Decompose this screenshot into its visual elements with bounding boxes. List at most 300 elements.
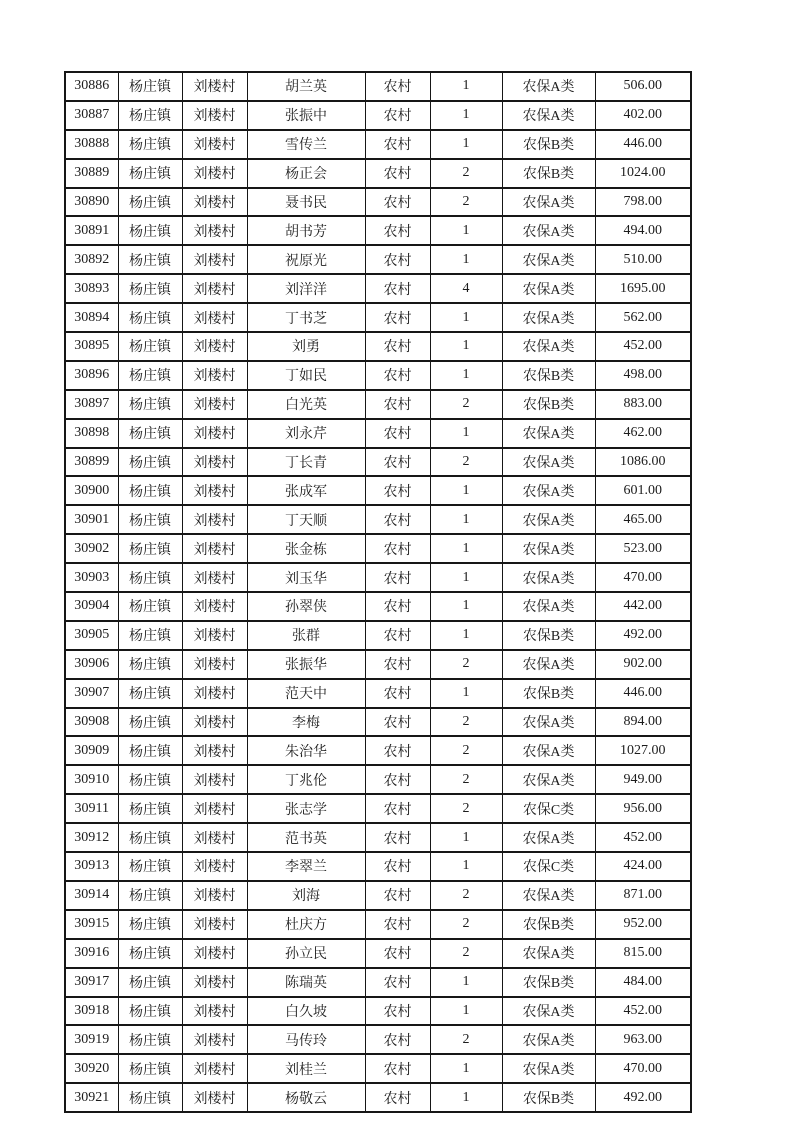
cell-residence-type: 农村 <box>365 1083 430 1112</box>
cell-insurance-class: 农保A类 <box>502 1054 595 1083</box>
cell-record-id: 30921 <box>65 1083 118 1112</box>
table-row <box>65 997 691 1026</box>
table-row <box>65 72 691 101</box>
cell-person-name: 祝原光 <box>247 245 365 274</box>
cell-insurance-class: 农保B类 <box>502 679 595 708</box>
cell-record-id: 30890 <box>65 188 118 217</box>
cell-amount: 798.00 <box>595 188 691 217</box>
table-row <box>65 361 691 390</box>
cell-residence-type: 农村 <box>365 505 430 534</box>
cell-person-name: 刘永芹 <box>247 419 365 448</box>
cell-record-id: 30900 <box>65 476 118 505</box>
table-row <box>65 1054 691 1083</box>
cell-person-count: 1 <box>430 419 502 448</box>
cell-amount: 1027.00 <box>595 736 691 765</box>
cell-insurance-class: 农保C类 <box>502 794 595 823</box>
cell-person-name: 刘洋洋 <box>247 274 365 303</box>
cell-amount: 470.00 <box>595 1054 691 1083</box>
cell-insurance-class: 农保A类 <box>502 939 595 968</box>
cell-person-name: 李梅 <box>247 708 365 737</box>
cell-residence-type: 农村 <box>365 1054 430 1083</box>
cell-village: 刘楼村 <box>182 881 247 910</box>
cell-insurance-class: 农保A类 <box>502 332 595 361</box>
cell-town: 杨庄镇 <box>118 1054 182 1083</box>
cell-person-name: 张金栋 <box>247 534 365 563</box>
cell-amount: 1024.00 <box>595 159 691 188</box>
cell-village: 刘楼村 <box>182 101 247 130</box>
cell-record-id: 30919 <box>65 1025 118 1054</box>
cell-person-count: 2 <box>430 188 502 217</box>
cell-insurance-class: 农保B类 <box>502 390 595 419</box>
cell-insurance-class: 农保B类 <box>502 159 595 188</box>
table-row <box>65 650 691 679</box>
cell-person-count: 1 <box>430 621 502 650</box>
cell-person-name: 丁如民 <box>247 361 365 390</box>
cell-insurance-class: 农保B类 <box>502 361 595 390</box>
cell-residence-type: 农村 <box>365 823 430 852</box>
cell-record-id: 30895 <box>65 332 118 361</box>
cell-residence-type: 农村 <box>365 534 430 563</box>
cell-village: 刘楼村 <box>182 679 247 708</box>
cell-insurance-class: 农保A类 <box>502 765 595 794</box>
cell-person-count: 1 <box>430 130 502 159</box>
cell-person-name: 杜庆方 <box>247 910 365 939</box>
table-row <box>65 881 691 910</box>
cell-person-count: 1 <box>430 997 502 1026</box>
cell-village: 刘楼村 <box>182 274 247 303</box>
cell-town: 杨庄镇 <box>118 419 182 448</box>
cell-village: 刘楼村 <box>182 736 247 765</box>
cell-person-name: 刘玉华 <box>247 563 365 592</box>
cell-insurance-class: 农保A类 <box>502 823 595 852</box>
cell-record-id: 30911 <box>65 794 118 823</box>
cell-person-count: 2 <box>430 765 502 794</box>
cell-town: 杨庄镇 <box>118 332 182 361</box>
cell-insurance-class: 农保A类 <box>502 1025 595 1054</box>
cell-amount: 492.00 <box>595 621 691 650</box>
table-row <box>65 419 691 448</box>
table-row <box>65 188 691 217</box>
cell-residence-type: 农村 <box>365 101 430 130</box>
cell-village: 刘楼村 <box>182 534 247 563</box>
cell-amount: 484.00 <box>595 968 691 997</box>
cell-town: 杨庄镇 <box>118 274 182 303</box>
cell-residence-type: 农村 <box>365 245 430 274</box>
cell-person-count: 1 <box>430 245 502 274</box>
cell-residence-type: 农村 <box>365 130 430 159</box>
cell-person-count: 1 <box>430 1083 502 1112</box>
cell-residence-type: 农村 <box>365 72 430 101</box>
cell-person-name: 丁长青 <box>247 448 365 477</box>
cell-person-name: 孙立民 <box>247 939 365 968</box>
cell-village: 刘楼村 <box>182 419 247 448</box>
cell-town: 杨庄镇 <box>118 216 182 245</box>
cell-residence-type: 农村 <box>365 448 430 477</box>
cell-town: 杨庄镇 <box>118 823 182 852</box>
cell-person-count: 1 <box>430 505 502 534</box>
cell-village: 刘楼村 <box>182 216 247 245</box>
table-row <box>65 621 691 650</box>
cell-person-count: 2 <box>430 1025 502 1054</box>
cell-town: 杨庄镇 <box>118 563 182 592</box>
cell-village: 刘楼村 <box>182 708 247 737</box>
cell-insurance-class: 农保A类 <box>502 101 595 130</box>
cell-village: 刘楼村 <box>182 188 247 217</box>
cell-village: 刘楼村 <box>182 997 247 1026</box>
cell-person-count: 1 <box>430 823 502 852</box>
table-row <box>65 216 691 245</box>
cell-town: 杨庄镇 <box>118 101 182 130</box>
cell-insurance-class: 农保A类 <box>502 274 595 303</box>
cell-insurance-class: 农保C类 <box>502 852 595 881</box>
cell-amount: 465.00 <box>595 505 691 534</box>
cell-record-id: 30889 <box>65 159 118 188</box>
cell-person-count: 1 <box>430 101 502 130</box>
cell-residence-type: 农村 <box>365 1025 430 1054</box>
table-row <box>65 736 691 765</box>
cell-record-id: 30886 <box>65 72 118 101</box>
cell-town: 杨庄镇 <box>118 794 182 823</box>
table-row <box>65 852 691 881</box>
cell-person-count: 1 <box>430 679 502 708</box>
cell-amount: 424.00 <box>595 852 691 881</box>
table-row <box>65 534 691 563</box>
cell-person-count: 1 <box>430 852 502 881</box>
cell-record-id: 30887 <box>65 101 118 130</box>
cell-town: 杨庄镇 <box>118 939 182 968</box>
table-row <box>65 765 691 794</box>
cell-person-count: 1 <box>430 361 502 390</box>
cell-person-name: 杨敬云 <box>247 1083 365 1112</box>
cell-amount: 1695.00 <box>595 274 691 303</box>
cell-amount: 446.00 <box>595 679 691 708</box>
cell-village: 刘楼村 <box>182 448 247 477</box>
cell-person-count: 1 <box>430 534 502 563</box>
cell-amount: 402.00 <box>595 101 691 130</box>
cell-residence-type: 农村 <box>365 910 430 939</box>
cell-insurance-class: 农保B类 <box>502 1083 595 1112</box>
table-row <box>65 101 691 130</box>
cell-village: 刘楼村 <box>182 245 247 274</box>
cell-residence-type: 农村 <box>365 419 430 448</box>
cell-record-id: 30909 <box>65 736 118 765</box>
cell-village: 刘楼村 <box>182 303 247 332</box>
cell-town: 杨庄镇 <box>118 852 182 881</box>
cell-insurance-class: 农保A类 <box>502 216 595 245</box>
cell-residence-type: 农村 <box>365 852 430 881</box>
cell-record-id: 30910 <box>65 765 118 794</box>
cell-person-name: 白久坡 <box>247 997 365 1026</box>
table-row <box>65 245 691 274</box>
cell-village: 刘楼村 <box>182 72 247 101</box>
cell-amount: 902.00 <box>595 650 691 679</box>
cell-town: 杨庄镇 <box>118 390 182 419</box>
cell-person-name: 丁天顺 <box>247 505 365 534</box>
cell-insurance-class: 农保A类 <box>502 505 595 534</box>
cell-person-name: 刘桂兰 <box>247 1054 365 1083</box>
cell-village: 刘楼村 <box>182 361 247 390</box>
table-row <box>65 159 691 188</box>
cell-town: 杨庄镇 <box>118 621 182 650</box>
cell-insurance-class: 农保A类 <box>502 245 595 274</box>
cell-town: 杨庄镇 <box>118 910 182 939</box>
cell-record-id: 30898 <box>65 419 118 448</box>
cell-amount: 494.00 <box>595 216 691 245</box>
cell-person-name: 陈瑞英 <box>247 968 365 997</box>
cell-amount: 956.00 <box>595 794 691 823</box>
cell-village: 刘楼村 <box>182 332 247 361</box>
table-row <box>65 274 691 303</box>
cell-town: 杨庄镇 <box>118 765 182 794</box>
cell-insurance-class: 农保A类 <box>502 188 595 217</box>
cell-residence-type: 农村 <box>365 303 430 332</box>
table-row <box>65 910 691 939</box>
cell-town: 杨庄镇 <box>118 997 182 1026</box>
cell-record-id: 30914 <box>65 881 118 910</box>
cell-village: 刘楼村 <box>182 505 247 534</box>
cell-residence-type: 农村 <box>365 736 430 765</box>
cell-record-id: 30905 <box>65 621 118 650</box>
table-row <box>65 303 691 332</box>
cell-town: 杨庄镇 <box>118 1083 182 1112</box>
cell-person-name: 白光英 <box>247 390 365 419</box>
cell-town: 杨庄镇 <box>118 736 182 765</box>
cell-record-id: 30920 <box>65 1054 118 1083</box>
table-row <box>65 390 691 419</box>
cell-town: 杨庄镇 <box>118 1025 182 1054</box>
cell-residence-type: 农村 <box>365 332 430 361</box>
cell-town: 杨庄镇 <box>118 361 182 390</box>
cell-town: 杨庄镇 <box>118 130 182 159</box>
cell-amount: 452.00 <box>595 823 691 852</box>
cell-insurance-class: 农保A类 <box>502 534 595 563</box>
cell-residence-type: 农村 <box>365 794 430 823</box>
cell-amount: 562.00 <box>595 303 691 332</box>
cell-town: 杨庄镇 <box>118 72 182 101</box>
table-row <box>65 1025 691 1054</box>
cell-town: 杨庄镇 <box>118 159 182 188</box>
cell-town: 杨庄镇 <box>118 476 182 505</box>
cell-person-count: 2 <box>430 390 502 419</box>
cell-record-id: 30908 <box>65 708 118 737</box>
cell-insurance-class: 农保B类 <box>502 968 595 997</box>
cell-amount: 523.00 <box>595 534 691 563</box>
cell-village: 刘楼村 <box>182 650 247 679</box>
cell-record-id: 30901 <box>65 505 118 534</box>
cell-insurance-class: 农保B类 <box>502 621 595 650</box>
cell-insurance-class: 农保B类 <box>502 130 595 159</box>
cell-person-count: 2 <box>430 939 502 968</box>
cell-town: 杨庄镇 <box>118 505 182 534</box>
cell-amount: 815.00 <box>595 939 691 968</box>
cell-town: 杨庄镇 <box>118 245 182 274</box>
cell-village: 刘楼村 <box>182 852 247 881</box>
cell-town: 杨庄镇 <box>118 650 182 679</box>
table-row <box>65 679 691 708</box>
cell-residence-type: 农村 <box>365 188 430 217</box>
cell-person-count: 1 <box>430 216 502 245</box>
cell-residence-type: 农村 <box>365 708 430 737</box>
cell-person-name: 胡书芳 <box>247 216 365 245</box>
cell-person-name: 张振华 <box>247 650 365 679</box>
cell-amount: 498.00 <box>595 361 691 390</box>
cell-village: 刘楼村 <box>182 765 247 794</box>
cell-amount: 470.00 <box>595 563 691 592</box>
table-row <box>65 968 691 997</box>
cell-village: 刘楼村 <box>182 390 247 419</box>
cell-amount: 1086.00 <box>595 448 691 477</box>
cell-person-name: 聂书民 <box>247 188 365 217</box>
cell-residence-type: 农村 <box>365 765 430 794</box>
cell-insurance-class: 农保A类 <box>502 736 595 765</box>
cell-amount: 452.00 <box>595 997 691 1026</box>
cell-person-name: 刘海 <box>247 881 365 910</box>
cell-residence-type: 农村 <box>365 997 430 1026</box>
cell-person-count: 1 <box>430 592 502 621</box>
cell-record-id: 30916 <box>65 939 118 968</box>
cell-insurance-class: 农保A类 <box>502 448 595 477</box>
cell-amount: 462.00 <box>595 419 691 448</box>
cell-person-count: 1 <box>430 72 502 101</box>
cell-record-id: 30896 <box>65 361 118 390</box>
cell-residence-type: 农村 <box>365 159 430 188</box>
cell-town: 杨庄镇 <box>118 592 182 621</box>
cell-record-id: 30904 <box>65 592 118 621</box>
cell-record-id: 30897 <box>65 390 118 419</box>
cell-insurance-class: 农保A类 <box>502 476 595 505</box>
cell-village: 刘楼村 <box>182 1054 247 1083</box>
cell-insurance-class: 农保B类 <box>502 910 595 939</box>
cell-person-name: 张群 <box>247 621 365 650</box>
cell-amount: 601.00 <box>595 476 691 505</box>
cell-village: 刘楼村 <box>182 794 247 823</box>
cell-residence-type: 农村 <box>365 621 430 650</box>
cell-record-id: 30894 <box>65 303 118 332</box>
cell-person-count: 2 <box>430 650 502 679</box>
cell-village: 刘楼村 <box>182 910 247 939</box>
cell-record-id: 30917 <box>65 968 118 997</box>
cell-insurance-class: 农保A类 <box>502 708 595 737</box>
cell-record-id: 30888 <box>65 130 118 159</box>
cell-village: 刘楼村 <box>182 1083 247 1112</box>
cell-person-name: 刘勇 <box>247 332 365 361</box>
cell-record-id: 30907 <box>65 679 118 708</box>
cell-person-name: 范天中 <box>247 679 365 708</box>
cell-village: 刘楼村 <box>182 1025 247 1054</box>
cell-village: 刘楼村 <box>182 621 247 650</box>
cell-record-id: 30899 <box>65 448 118 477</box>
cell-insurance-class: 农保A类 <box>502 881 595 910</box>
cell-person-name: 雪传兰 <box>247 130 365 159</box>
cell-person-name: 朱治华 <box>247 736 365 765</box>
cell-town: 杨庄镇 <box>118 679 182 708</box>
cell-person-count: 2 <box>430 736 502 765</box>
cell-residence-type: 农村 <box>365 274 430 303</box>
cell-insurance-class: 农保A类 <box>502 72 595 101</box>
cell-town: 杨庄镇 <box>118 708 182 737</box>
cell-residence-type: 农村 <box>365 939 430 968</box>
cell-amount: 883.00 <box>595 390 691 419</box>
cell-village: 刘楼村 <box>182 592 247 621</box>
cell-town: 杨庄镇 <box>118 968 182 997</box>
cell-village: 刘楼村 <box>182 823 247 852</box>
cell-residence-type: 农村 <box>365 968 430 997</box>
cell-residence-type: 农村 <box>365 390 430 419</box>
cell-town: 杨庄镇 <box>118 534 182 563</box>
table-row <box>65 823 691 852</box>
cell-record-id: 30918 <box>65 997 118 1026</box>
cell-record-id: 30915 <box>65 910 118 939</box>
cell-person-count: 2 <box>430 159 502 188</box>
cell-person-name: 孙翠侠 <box>247 592 365 621</box>
cell-insurance-class: 农保A类 <box>502 563 595 592</box>
cell-residence-type: 农村 <box>365 476 430 505</box>
cell-town: 杨庄镇 <box>118 881 182 910</box>
cell-insurance-class: 农保A类 <box>502 419 595 448</box>
table-row <box>65 939 691 968</box>
cell-person-name: 范书英 <box>247 823 365 852</box>
cell-person-name: 马传玲 <box>247 1025 365 1054</box>
cell-residence-type: 农村 <box>365 563 430 592</box>
cell-amount: 506.00 <box>595 72 691 101</box>
cell-amount: 952.00 <box>595 910 691 939</box>
cell-village: 刘楼村 <box>182 130 247 159</box>
cell-residence-type: 农村 <box>365 361 430 390</box>
cell-amount: 963.00 <box>595 1025 691 1054</box>
cell-record-id: 30893 <box>65 274 118 303</box>
cell-person-name: 杨正会 <box>247 159 365 188</box>
cell-amount: 452.00 <box>595 332 691 361</box>
cell-person-count: 2 <box>430 794 502 823</box>
cell-person-count: 1 <box>430 968 502 997</box>
cell-town: 杨庄镇 <box>118 188 182 217</box>
cell-amount: 510.00 <box>595 245 691 274</box>
cell-amount: 894.00 <box>595 708 691 737</box>
cell-person-name: 丁书芝 <box>247 303 365 332</box>
cell-record-id: 30903 <box>65 563 118 592</box>
table-row <box>65 476 691 505</box>
cell-residence-type: 农村 <box>365 679 430 708</box>
cell-residence-type: 农村 <box>365 881 430 910</box>
cell-village: 刘楼村 <box>182 968 247 997</box>
cell-village: 刘楼村 <box>182 939 247 968</box>
table-row <box>65 332 691 361</box>
cell-village: 刘楼村 <box>182 563 247 592</box>
cell-town: 杨庄镇 <box>118 303 182 332</box>
cell-person-count: 2 <box>430 448 502 477</box>
cell-insurance-class: 农保A类 <box>502 303 595 332</box>
payment-roster-table <box>64 71 692 1113</box>
cell-record-id: 30891 <box>65 216 118 245</box>
cell-person-count: 2 <box>430 910 502 939</box>
cell-insurance-class: 农保A类 <box>502 997 595 1026</box>
cell-person-count: 1 <box>430 563 502 592</box>
cell-person-count: 1 <box>430 303 502 332</box>
table-row <box>65 448 691 477</box>
cell-person-count: 2 <box>430 881 502 910</box>
cell-insurance-class: 农保A类 <box>502 650 595 679</box>
table-row <box>65 794 691 823</box>
cell-amount: 446.00 <box>595 130 691 159</box>
cell-amount: 871.00 <box>595 881 691 910</box>
cell-person-count: 1 <box>430 332 502 361</box>
cell-record-id: 30913 <box>65 852 118 881</box>
cell-amount: 442.00 <box>595 592 691 621</box>
cell-person-count: 2 <box>430 708 502 737</box>
cell-town: 杨庄镇 <box>118 448 182 477</box>
cell-person-name: 李翠兰 <box>247 852 365 881</box>
table-row <box>65 563 691 592</box>
